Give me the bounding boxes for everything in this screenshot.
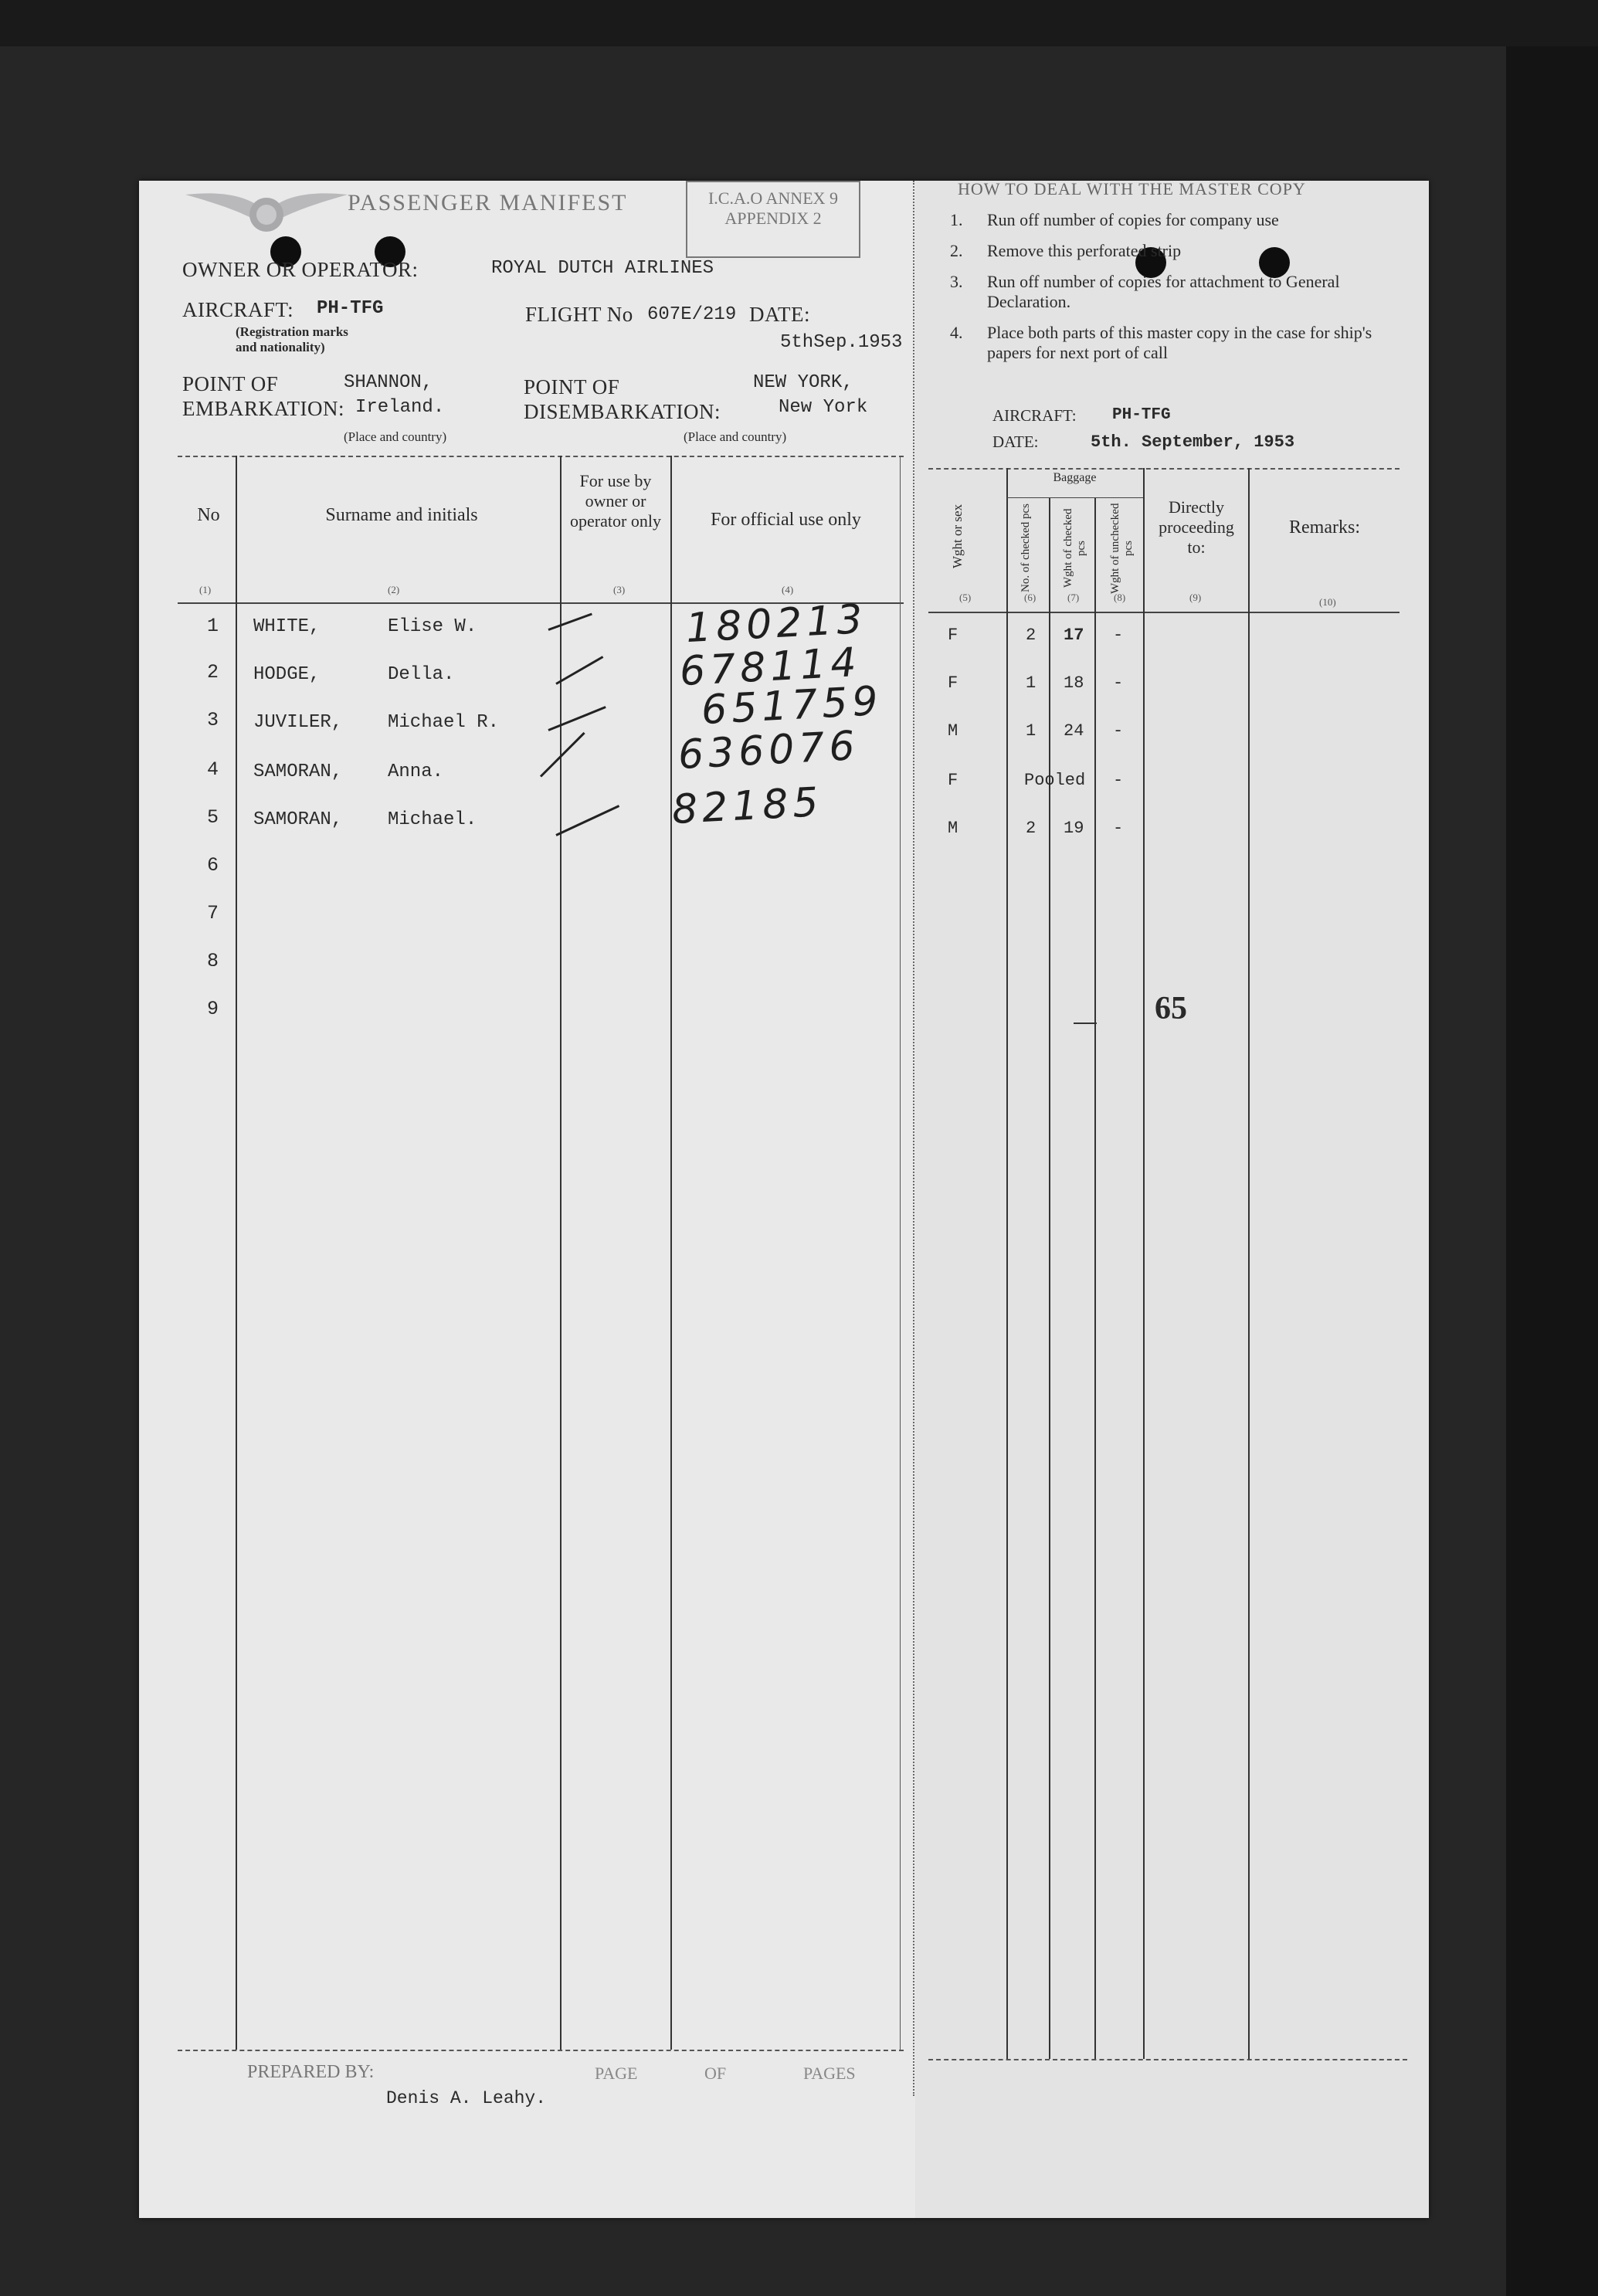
disembark-label-1: POINT OF bbox=[524, 375, 620, 398]
instructions-list bbox=[950, 210, 1417, 363]
header-bottom-border-right bbox=[928, 612, 1400, 613]
col-header-checked-pcs: No. of checked pcs bbox=[1020, 504, 1032, 593]
passenger-surname: HODGE, bbox=[253, 664, 321, 685]
instruction-item: 3. Run off number of copies for attachment to General Declaration. bbox=[950, 272, 1340, 311]
embark-label-2: EMBARKATION: bbox=[182, 397, 345, 420]
col-number: (4) bbox=[782, 584, 794, 595]
right-date-value: 5th. September, 1953 bbox=[1091, 432, 1295, 452]
official-number: 180213 bbox=[684, 595, 868, 653]
checked-weight: 17 bbox=[1064, 626, 1084, 645]
checkmark bbox=[540, 732, 585, 778]
passenger-surname: JUVILER, bbox=[253, 712, 343, 733]
checked-weight: 18 bbox=[1064, 673, 1084, 693]
unchecked-weight: - bbox=[1113, 626, 1124, 645]
col-number: (10) bbox=[1319, 596, 1336, 608]
perforation-line bbox=[913, 181, 914, 2096]
col-number: (8) bbox=[1114, 592, 1126, 603]
col-divider bbox=[560, 456, 562, 2050]
date-value: 5thSep.1953 bbox=[780, 332, 903, 353]
col-number: (1) bbox=[199, 584, 212, 595]
checked-pieces: Pooled bbox=[1024, 771, 1086, 790]
col-header-surname: Surname and initials bbox=[325, 505, 478, 525]
passenger-initials: Michael. bbox=[388, 809, 477, 830]
checkmark bbox=[548, 706, 606, 731]
unchecked-weight: - bbox=[1113, 673, 1124, 693]
official-number: 636076 bbox=[677, 722, 860, 779]
col-divider bbox=[1049, 497, 1050, 2059]
col-divider bbox=[670, 456, 672, 2050]
passenger-initials: Michael R. bbox=[388, 712, 500, 733]
disembark-value-1: NEW YORK, bbox=[753, 372, 853, 393]
stamp-line1: I.C.A.O ANNEX 9 bbox=[707, 188, 839, 208]
checked-pieces: 2 bbox=[1026, 819, 1036, 838]
table-top-border-right bbox=[928, 468, 1400, 470]
row-number: 1 bbox=[207, 615, 219, 637]
official-number: 82185 bbox=[670, 778, 824, 834]
unchecked-weight: - bbox=[1113, 771, 1124, 790]
passenger-surname: WHITE, bbox=[253, 616, 321, 637]
passenger-initials: Elise W. bbox=[388, 616, 477, 637]
embark-value-2: Ireland. bbox=[355, 397, 445, 418]
unchecked-weight: - bbox=[1113, 721, 1124, 741]
embark-label-1: POINT OF bbox=[182, 372, 279, 395]
official-number: 678114 bbox=[678, 639, 862, 696]
airline-wings-logo bbox=[185, 185, 348, 239]
col-number: (5) bbox=[959, 592, 972, 603]
instruction-item: 1. Run off number of copies for company use bbox=[950, 210, 1279, 229]
col-number: (7) bbox=[1067, 592, 1080, 603]
scan-border-right bbox=[1506, 46, 1598, 2296]
passenger-surname: SAMORAN, bbox=[253, 761, 343, 782]
embark-value-1: SHANNON, bbox=[344, 372, 433, 393]
col-number: (6) bbox=[1024, 592, 1036, 603]
disembark-value-2: New York bbox=[779, 397, 868, 418]
col-divider bbox=[1248, 468, 1250, 2059]
instruction-item: 4. Place both parts of this master copy in the case for ship's papers for next port of call bbox=[950, 323, 1372, 362]
col-number: (9) bbox=[1189, 592, 1202, 603]
col-header-official-use: For official use only bbox=[711, 510, 861, 530]
col-header-checked-wght: Wght of checked pcs bbox=[1062, 508, 1087, 588]
prepared-by-label: PREPARED BY: bbox=[247, 2062, 375, 2082]
total-dash bbox=[1074, 1023, 1097, 1024]
checked-weight: 19 bbox=[1064, 819, 1084, 838]
official-number: 651759 bbox=[700, 677, 884, 734]
col-header-unchecked-wght: Wght of unchecked pcs bbox=[1109, 503, 1135, 594]
col-header-no: No bbox=[197, 505, 220, 525]
right-panel bbox=[915, 181, 1429, 2218]
disembark-note: (Place and country) bbox=[684, 429, 787, 444]
passenger-sex: F bbox=[948, 771, 958, 790]
disembark-label-2: DISEMBARKATION: bbox=[524, 400, 721, 423]
flight-value: 607E/219 bbox=[647, 304, 737, 325]
passenger-sex: M bbox=[948, 721, 958, 741]
col-divider bbox=[1094, 497, 1096, 2059]
row-number: 4 bbox=[207, 758, 219, 781]
manifest-sheet bbox=[139, 181, 1429, 2218]
checkmark bbox=[555, 656, 603, 685]
pages-label: PAGES bbox=[803, 2064, 856, 2083]
col-divider bbox=[1143, 468, 1145, 2059]
passenger-initials: Della. bbox=[388, 664, 455, 685]
col-header-weight-sex: Wght or sex bbox=[950, 504, 965, 568]
date-label: DATE: bbox=[749, 303, 810, 326]
checked-weight: 24 bbox=[1064, 721, 1084, 741]
checkmark bbox=[548, 613, 592, 631]
checkmark bbox=[555, 805, 619, 836]
passenger-sex: M bbox=[948, 819, 958, 838]
passenger-sex: F bbox=[948, 626, 958, 645]
row-number: 5 bbox=[207, 806, 219, 829]
scan-border-top bbox=[0, 0, 1598, 46]
row-number: 8 bbox=[207, 950, 219, 972]
prepared-by-value: Denis A. Leahy. bbox=[386, 2088, 547, 2108]
passenger-surname: SAMORAN, bbox=[253, 809, 343, 830]
aircraft-label: AIRCRAFT: bbox=[182, 298, 294, 321]
table-bottom-border-right bbox=[928, 2059, 1407, 2060]
row-number: 9 bbox=[207, 998, 219, 1020]
page-label: PAGE bbox=[595, 2064, 638, 2083]
col-header-directly: Directly proceeding to: bbox=[1159, 497, 1234, 557]
owner-value: ROYAL DUTCH AIRLINES bbox=[491, 258, 714, 279]
checked-pieces: 1 bbox=[1026, 721, 1036, 741]
of-label: OF bbox=[704, 2064, 727, 2083]
right-aircraft-value: PH-TFG bbox=[1112, 406, 1171, 424]
row-number: 7 bbox=[207, 902, 219, 924]
manifest-title: PASSENGER MANIFEST bbox=[348, 190, 628, 215]
row-number: 2 bbox=[207, 661, 219, 683]
icao-stamp bbox=[686, 181, 860, 258]
aircraft-note-2: and nationality) bbox=[236, 340, 325, 354]
unchecked-weight: - bbox=[1113, 819, 1124, 838]
aircraft-note-1: (Registration marks bbox=[236, 324, 348, 339]
col-header-baggage: Baggage bbox=[1053, 471, 1097, 484]
aircraft-value: PH-TFG bbox=[317, 298, 384, 319]
baggage-divider bbox=[1006, 497, 1143, 498]
col-divider bbox=[1006, 468, 1008, 2059]
col-divider bbox=[236, 456, 237, 2050]
flight-label: FLIGHT No bbox=[525, 303, 633, 326]
passenger-initials: Anna. bbox=[388, 761, 444, 782]
owner-label: OWNER OR OPERATOR: bbox=[182, 258, 419, 281]
passenger-sex: F bbox=[948, 673, 958, 693]
instructions-heading: HOW TO DEAL WITH THE MASTER COPY bbox=[958, 179, 1306, 198]
col-divider bbox=[900, 456, 901, 2050]
checked-pieces: 2 bbox=[1026, 626, 1036, 645]
table-bottom-border bbox=[178, 2050, 904, 2051]
row-number: 6 bbox=[207, 854, 219, 877]
col-number: (3) bbox=[613, 584, 626, 595]
instruction-item: 2. Remove this perforated strip bbox=[950, 241, 1182, 260]
total-value: 65 bbox=[1155, 991, 1187, 1026]
checked-pieces: 1 bbox=[1026, 673, 1036, 693]
right-date-label: DATE: bbox=[992, 432, 1039, 451]
stamp-line2: APPENDIX 2 bbox=[724, 209, 822, 228]
table-top-border bbox=[178, 456, 904, 457]
col-number: (2) bbox=[388, 584, 400, 595]
col-header-remarks: Remarks: bbox=[1289, 517, 1360, 538]
col-header-owner-use: For use by owner or operator only bbox=[570, 471, 661, 531]
row-number: 3 bbox=[207, 709, 219, 731]
embark-note: (Place and country) bbox=[344, 429, 447, 444]
right-aircraft-label: AIRCRAFT: bbox=[992, 406, 1077, 425]
